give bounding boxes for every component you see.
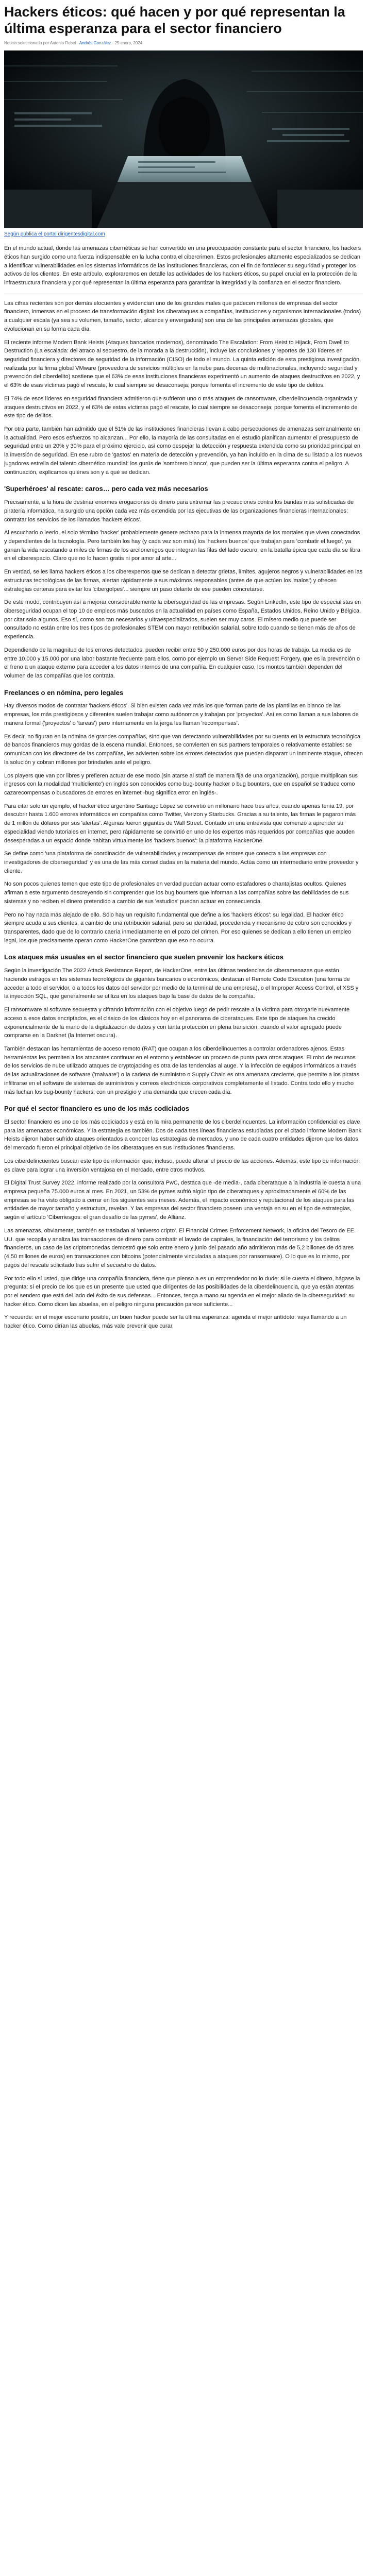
paragraph: También destacan las herramientas de acceso remoto (RAT) que ocupan a los ciberdelincuentes a controlar ordenadores ajenos. Estas herramientas les permiten a los atacantes continuar en el entorno y establecer un proceso de punta para otros ataques. El robo de recursos de los servicios de nube utilizado ataques de cryptojacking es otra de las tendencias al auge. Y la infección de equipos informáticos a través de las actualizaciones de software ('malware') o la cadena de suministro o Supply Chain es otra amenaza creciente, que permite a los piratas infiltrarse en el software de sistemas de suministros y correos electrónicos corporativos completamente el listado. Contra todo ello y mucho más luchan los bug-bounty hackers, con un prestigio y una demanda que crecen cada día.	[4, 1045, 360, 1095]
paragraph: Para citar solo un ejemplo, el hacker ético argentino Santiago López se convirtió en millonario hace tres años, cuando apenas tenía 19, por descubrir hasta 1.600 errores informáticos en compañías como Twitter, Verizon y Starbucks. Gracias a su talento, las firmas le pagaron más de 1 millón de dólares por sus 'alertas'. Algunas fueron gigantes de Wall Street. Contado en una entrevista que comenzó a aprender su especialidad viendo tutoriales en internet, pero rápidamente se convirtió en uno de los expertos más requeridos por compañías que acuden desesperadas a un espacio donde habitan virtualmente los 'hackers buenos': la plataforma HackerOne.	[4, 803, 356, 844]
hero-image	[4, 50, 363, 228]
meta-date: · 25 enero, 2024	[111, 40, 143, 45]
section-heading: 'Superhéroes' al rescate: caros… pero cada vez más necesarios	[4, 485, 208, 493]
paragraph: No son pocos quienes temen que este tipo de profesionales en verdad puedan actuar como estafadores o chantajistas ocultos. Quienes afirman a este argumento descreyendo sin comprender que los bug bounters que informan a las compañías sobre las debilidades de sus sistemas y no reciben el dinero pretendido a cambio de sus 'estudios' puedan actuar en consecuencia.	[4, 881, 349, 905]
paragraph: El Digital Trust Survey 2022, informe realizado por la consultora PwC, destaca que -de media-, cada ciberataque a la industria le cuesta a una empresa pequeña 75.000 euros al mes. En 2021, un 53% de pymes sufrió algún tipo de ciberataques y aproximadamente el 60% de las empresas se ha visto obligado a cerrar en los siguientes seis meses. Además, el impacto económico y reputacional de los ataques para las entidades de mayor tamaño y estructura, revelan. Y las empresas del sector financiero poseen una ventaja en su en el tipo de estrategias, según el artículo 'Ciberriesgos: el gran desafío de las pymes', de Allianz.	[4, 1180, 361, 1221]
paragraph: Hay diversos modos de contratar 'hackers éticos'. Si bien existen cada vez más los que forman parte de las plantillas en blanco de las empresas, los más prestigiosos y diferentes suelen trabajar como autónomos y trabajan por 'proyectos'. Así es como llaman a sus labores de manera formal ('proyectos' o 'tareas') pero internamente en la jerga les llaman 'recompensas'.	[4, 703, 359, 726]
paragraph: Por otra parte, también han admitido que el 51% de las instituciones financieras llevan a cabo persecuciones de amenazas semanalmente en la actualidad. Pero esos esfuerzos no alcanzan... Por ello, la mayoría de las consultadas en el estudio planifican aumentar el presupuesto de seguridad entre un 20% y 30% para el próximo ejercicio, así como despejar la detección y respuesta extendida como su prioridad principal en la inversión de seguridad. En ese rubro de 'gastos' en materia de detección y prevención, ya han incluido en la cima de su listado a los nuevos jugadores estrella del talento cibernético mundial: los gurús de 'sombrero blanco', que pueden ser la última esperanza contra el peligro. A continuación, explicamos quiénes son y a qué se dedican.	[4, 426, 362, 476]
section-heading: Freelances o en nómina, pero legales	[4, 688, 124, 697]
section-2	[4, 702, 363, 945]
paragraph: En verdad, se les llama hackers éticos a los ciberexpertos que se dedican a detectar grietas, límites, agujeros negros y vulnerabilidades en las estructuras tecnológicas de las firmas, alertan rápidamente a sus máximos responsables (antes de que actúen los 'malos') y ofrecen estrategias certeras para evitar los 'cibergolpes'... siempre un paso delante de ese pueden concretarse.	[4, 569, 363, 592]
section-1	[4, 498, 363, 681]
paragraph: El sector financiero es uno de los más codiciados y está en la mira permanente de los ciberdelincuentes. La información confidencial es clave para las amenazas económicas. Y la estrategia es también. Dos de cada tres líneas financieras estudiadas por el citado informe Modern Bank Heists dijeron haber sufrido ataques orientados a conocer las estrategias de mercados, y uno de cada cuatro entidades dijeron que los datos del mercado fueron el principal objetivo de los ciberataques en sus instituciones financieras.	[4, 1119, 361, 1151]
intro	[4, 244, 363, 287]
paragraph: Es decir, no figuran en la nómina de grandes compañías, sino que van detectando vulnerabilidades por su cuenta en la estructura tecnológica de bancos financieros muy gordas de la escena mundial. Entonces, se convierten en sus partners temporales o relativamente estables: se comunican con los directores de las compañías, les advierten sobre los errores detectados que pueden dispararr un inminente ataque, ofrecen la solución y cobran millones por brindarles ante el peligro.	[4, 733, 363, 766]
paragraph: Se define como 'una plataforma de coordinación de vulnerabilidades y recompensas de errores que conecta a las empresas con investigadores de ciberseguridad' y es una de las más consolidadas en la materia del mundo. Actúa como un intermediario entre proveedor y cliente.	[4, 851, 359, 874]
paragraph: El reciente informe Modern Bank Heists (Ataques bancarios modernos), denominado The Escalation: From Heist to Hijack, From Dwell to Destruction (La escalada: del atraco al secuestro, de la morada a la destrucción), incluye las conclusiones y reportes de 130 líderes en seguridad financiera y directores de seguridad de la información (CISO) de todo el mundo. La quinta edición de esta prestigiosa investigación, realizada por la firma global VMware (proveedora de servicios múltiples en la nube para decenas de multinacionales, incluyendo seguridad y prevención del ciberdelito) sostiene que el 63% de esas instituciones financieras experimentó un aumento de ataques destructivos en 2022, y el 63% de esas víctimas pagó el rescate, lo cual siempre se desaconseja; porque fomenta el incremento de este tipo de delitos.	[4, 339, 361, 389]
paragraph: De este modo, contribuyen así a mejorar considerablemente la ciberseguridad de las empresas. Según LinkedIn, este tipo de especialistas en ciberseguridad ocupan el top 10 de empleos más buscados en la actualidad en países como España, Estados Unidos, Reino Unido y Bélgica, por citar solo algunos. Eso sí, como son tan necesarios y ultraespecializados, suelen ser muy caros. El mísero medio que puede ser consultado no están entre los tres tipos de profesionales STEM con mayor retribución salarial, sobre todo cuando se tienen más de años de experiencia.	[4, 599, 361, 640]
image-caption-link[interactable]: Según pública el portal dirigentesdigital.com	[4, 231, 105, 237]
meta-prefix: Noticia seleccionada por Antonio Rebel ·	[4, 40, 79, 45]
paragraph: Dependiendo de la magnitud de los errores detectados, pueden recibir entre 50 y 250.000 euros por dos horas de trabajo. La media es de entre 10.000 y 15.000 por una labor bastante frecuente para ellos, como por ejemplo un Server Side Request Forgery, que es la prevención o el freno a un ataque externo para acceder a los datos internos de una compañía. En cualquier caso, los montos también dependen del volumen de las compañías que los contrata.	[4, 647, 360, 679]
paragraph: Por todo ello sí usted, que dirige una compañía financiera, tiene que pienso a es un emprendedor no lo dude: si le cuesta el dinero, hágase la pregunta: sí el precio de los que es un presente que usted que dirigentes de las posibilidades de la ciberdelincuencia, que ya están atentas por el sendero que está del lado del éxito de sus defensas... Entonces, tenga a mano su agenda en el mejor aliado de la ciberseguridad: su hacker ético. Como dicen las abuelas, en el peligro ninguna precaución parece suficiente...	[4, 1275, 360, 1308]
paragraph: Las amenazas, obviamente, también se trasladan al 'universo cripto'. El Financial Crimes Enforcement Network, la oficina del Tesoro de EE. UU. que recopila y analiza las transacciones de dinero para combatir el lavado de capitales, la financiación del terrorismo y los delitos financieros, un caso de las criptomonedas demostró que solo entre enero y junio del pasado año admitieron más de 5,2 billones de dólares (4,50 millones de euros) en transacciones con bitcoins (potencialmente vinculadas a ataques por ransomware). O lo que es lo mismo, por pagos del rescate solicitado tras sufrir el secuestro de datos.	[4, 1227, 356, 1268]
paragraph: Precisamente, a la hora de destinar enormes erogaciones de dinero para extremar las precauciones contra los bandas más sofisticadas de piratería informática, ha surgido una opción cada vez más extendida por las ejecutivas de las organizaciones financieras internacionales: contratar los servicios de los llamados 'hackers éticos'.	[4, 499, 354, 523]
section-heading: Los ataques más usuales en el sector financiero que suelen prevenir los hackers éticos	[4, 953, 283, 961]
section-3	[4, 967, 363, 1096]
article-meta	[4, 40, 363, 46]
paragraph: Los players que van por libres y prefieren actuar de ese modo (sin atarse al staff de manera fija de una organización), porque multiplican sus ingresos con la modalidad 'multicliente') en inglés son conocidos como bug-bounty hacker o bug bounters, que en español se traduce como cazarecompensas o buscadores de errores en internet -bug significa error en inglés-.	[4, 772, 358, 796]
paragraph: Y recuerde: en el mejor escenario posible, un buen hacker puede ser la última esperanza: agenda el mejor antídoto: vaya llamando a un hacker ético. Como dirían las abuelas, más vale prevenir que curar.	[4, 1314, 347, 1330]
paragraph: Según la investigación The 2022 Attack Resistance Report, de HackerOne, entre las últimas tendencias de ciberamenazas que están haciendo estragos en los sistemas tecnológicos de gigantes bancarios o económicos, destacan el Remote Code Execution (una forma de acceder a todo el servidor, o a todos los datos del servidor por medio de la terminal de una empresa), o el Improper Access Control, el XSS y la inyección SQL, que generalmente se utiliza en los ataques bajo la base de datos de la compañía.	[4, 968, 359, 1000]
meta-author-link[interactable]: Andrés González	[79, 40, 111, 45]
paragraph: En el mundo actual, donde las amenazas cibernéticas se han convertido en una preocupación constante para el sector financiero, los hackers éticos han surgido como una fuerza indispensable en la lucha contra el cibercrimen. Estos profesionales altamente especializados se dedican a identificar vulnerabilidades en los sistemas informáticos de las instituciones financieras, con el fin de fortalecer su seguridad y proteger los activos de los clientes. En este artículo, exploraremos en detalle las actividades de los hackers éticos, su papel crucial en la protección de la infraestructura financiera y por qué representan la última esperanza para garantizar la integridad y la confianza en el sector financiero.	[4, 245, 361, 286]
paragraph: Los ciberdelincuentes buscan este tipo de información que, incluso, puede alterar el precio de las acciones. Además, este tipo de información es clave para lograr una inversión ventajosa en el mercado, entre otros motivos.	[4, 1158, 360, 1173]
paragraph: El ransomware al software secuestra y cifrando información con el objetivo luego de pedir rescate a la víctima para otorgarle nuevamente acceso a esos datos encriptados, es el clásico de los clásicos hoy en el panorama de ciberataques. Este tipo de ataques ha crecido exponencialmente de la mano de la digitalización de datos y con tanta protección en plena transición, cuando el valor agregado puede comprarse en la Darknet (la Internet oscura).	[4, 1007, 350, 1039]
paragraph: El 74% de esos líderes en seguridad financiera admitieron que sufrieron uno o más ataques de ransomware, ciberdelincuencia organizada y ataques destructivos en 2022, y el 63% de estas víctimas pagó el rescate, lo cual siempre se desaconseja; porque fomenta el incremento de este tipo de delitos.	[4, 395, 358, 419]
article-title: Hackers éticos: qué hacen y por qué representan la última esperanza para el sector financiero	[4, 4, 345, 36]
hacker-illustration	[4, 50, 363, 228]
paragraph: Al escucharlo o leerlo, el solo término 'hacker' probablemente genere rechazo para la inmensa mayoría de los mortales que viven conectados y dependientes de la tecnología. Pero también los hay (y cada vez son más) los 'hackers buenos' que trabajan para 'combatir el fuego'; ya ganan la vida rescatando a miles de firmas de los arcilonenigos que integran las filas del lado oscuro, en la batalla épica que cada día se libra en el ciberespacio. Claro que no lo hacen gratis ni por amor al arte...	[4, 530, 360, 562]
section-heading: Por qué el sector financiero es uno de los más codiciados	[4, 1105, 190, 1113]
paragraph: Pero no hay nada más alejado de ello. Sólo hay un requisito fundamental que define a los 'hackers éticos': su legalidad. El hacker ético siempre acuda a sus clientes, a cambio de una retribución salarial, pero su identidad, procedencia y mecanismo de cobro son conocidos y transparentes, dado que de lo contrario caería inmediatamente en el pozo del crimen. Por eso quienes se dedican a ello tienen un empleo legal, los que precisamente operan como HackerOne garantizan que eso no ocurra.	[4, 911, 352, 944]
block-2	[4, 299, 363, 477]
paragraph: Las cifras recientes son por demás elocuentes y evidencian uno de los grandes males que padecen millones de empresas del sector financiero, inmersas en el proceso de transformación digital: los ciberataques a compañías, instituciones y organismos internacionales (todos) a cualquier escala (ya sea su volumen, tamaño, sector, alcance y envergadura) son una de las principales amenazas globales, que evolucionan en su forma cada día.	[4, 300, 361, 332]
section-4	[4, 1118, 363, 1331]
